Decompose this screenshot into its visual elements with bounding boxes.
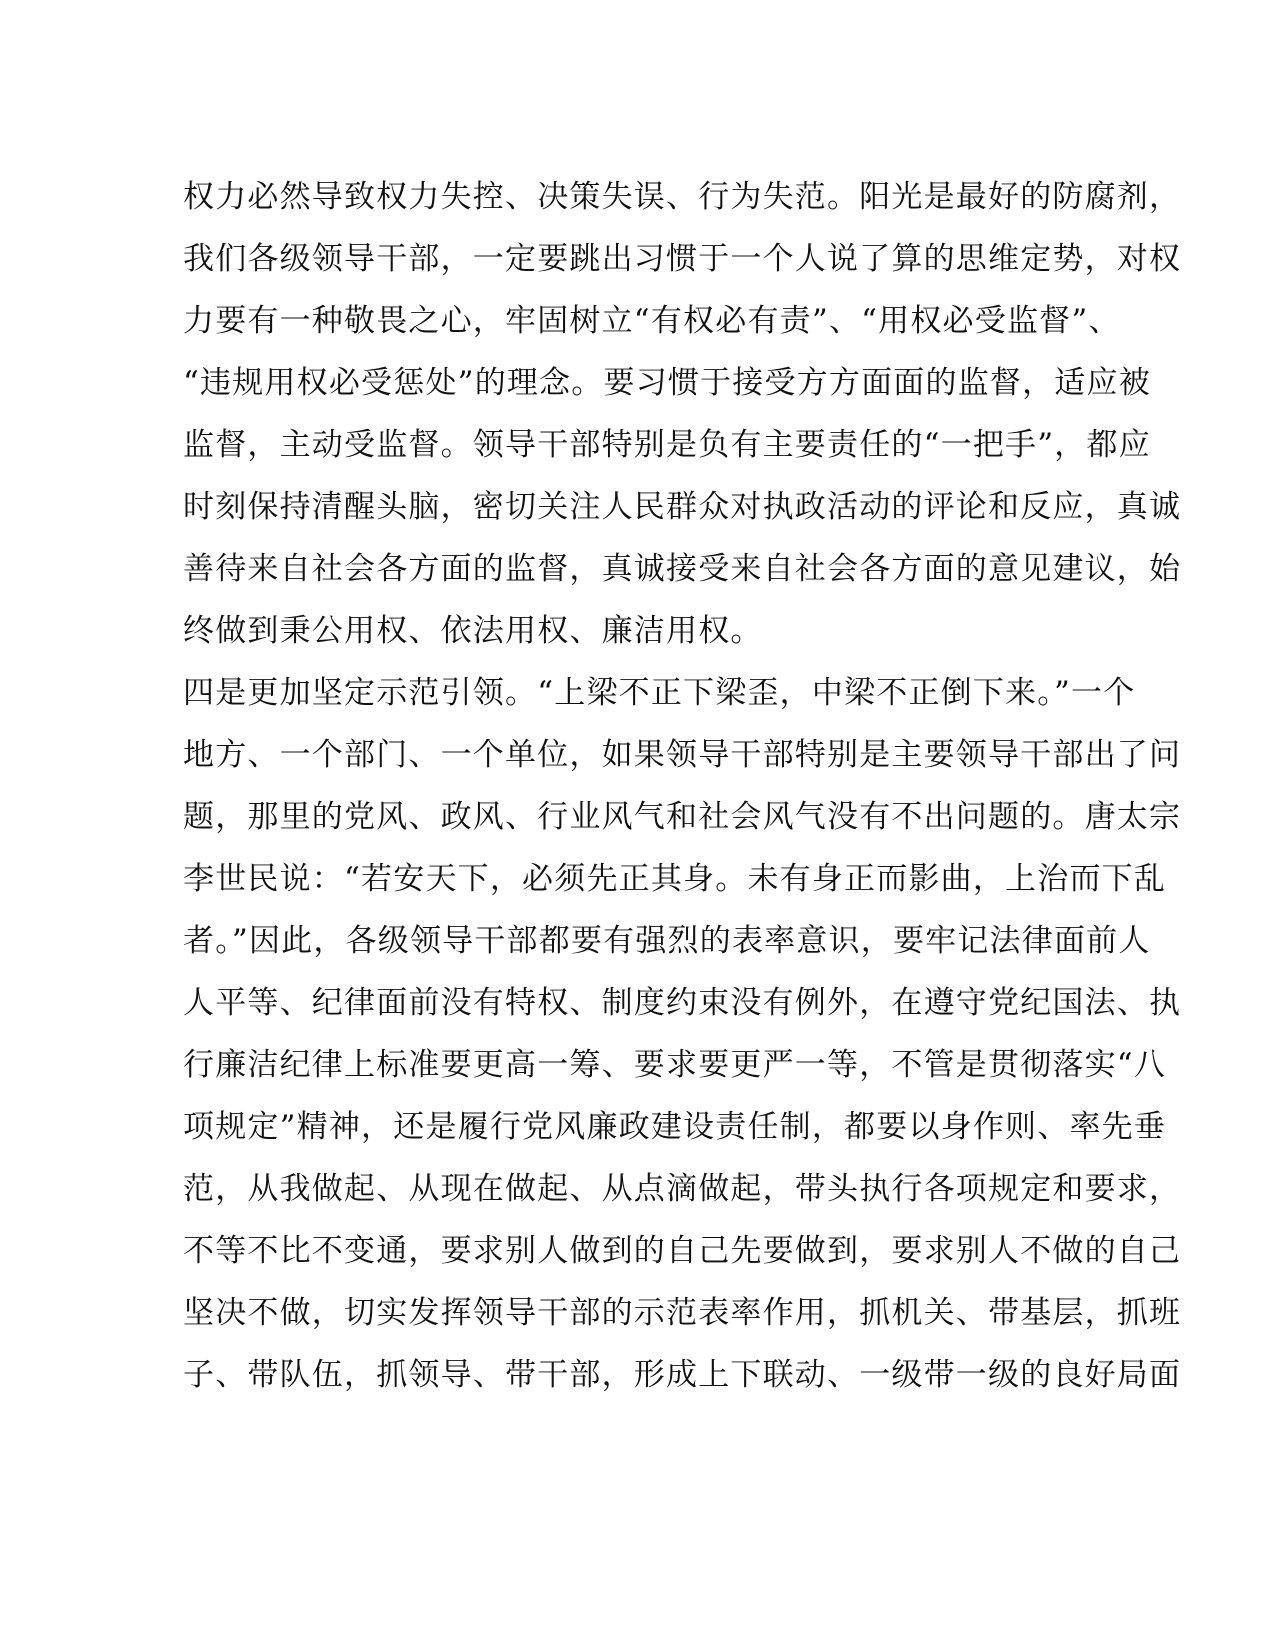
text-line: 时刻保持清醒头脑，密切关注人民群众对执政活动的评论和反应，真诚 — [183, 489, 1182, 525]
text-line: 范，从我做起、从现在做起、从点滴做起，带头执行各项规定和要求， — [183, 1171, 1182, 1207]
paragraph-end-line: 终做到秉公用权、依法用权、廉洁用权。 — [183, 613, 763, 649]
body-text — [183, 166, 1182, 1406]
text-line: 子、带队伍，抓领导、带干部，形成上下联动、一级带一级的良好局面 — [183, 1357, 1182, 1393]
text-line: 地方、一个部门、一个单位，如果领导干部特别是主要领导干部出了问 — [183, 737, 1182, 773]
text-line: 李世民说：“若安天下，必须先正其身。未有身正而影曲，上治而下乱 — [183, 861, 1167, 897]
text-line: 四是更加坚定示范引领。“上梁不正下梁歪，中梁不正倒下来。”一个 — [183, 675, 1136, 711]
text-line: 权力必然导致权力失控、决策失误、行为失范。阳光是最好的防腐剂， — [183, 179, 1182, 215]
text-line: 者。”因此，各级领导干部都要有强烈的表率意识，要牢记法律面前人 — [183, 923, 1151, 959]
text-line: “违规用权必受惩处”的理念。要习惯于接受方方面面的监督，适应被 — [183, 365, 1151, 401]
text-line: 我们各级领导干部，一定要跳出习惯于一个人说了算的思维定势，对权 — [183, 241, 1182, 277]
text-line: 力要有一种敬畏之心，牢固树立“有权必有责”、“用权必受监督”、 — [183, 303, 1121, 339]
text-line: 项规定”精神，还是履行党风廉政建设责任制，都要以身作则、率先垂 — [183, 1109, 1167, 1145]
text-line: 行廉洁纪律上标准要更高一筹、要求要更严一等，不管是贯彻落实“八 — [183, 1047, 1167, 1083]
text-line: 坚决不做，切实发挥领导干部的示范表率作用，抓机关、带基层，抓班 — [183, 1295, 1182, 1331]
text-line: 人平等、纪律面前没有特权、制度约束没有例外，在遵守党纪国法、执 — [183, 985, 1182, 1021]
text-line: 监督，主动受监督。领导干部特别是负有主要责任的“一把手”，都应 — [183, 427, 1151, 463]
text-line: 不等不比不变通，要求别人做到的自己先要做到，要求别人不做的自己 — [183, 1233, 1182, 1269]
text-line: 题，那里的党风、政风、行业风气和社会风气没有不出问题的。唐太宗 — [183, 799, 1182, 835]
text-line: 善待来自社会各方面的监督，真诚接受来自社会各方面的意见建议，始 — [183, 551, 1182, 587]
